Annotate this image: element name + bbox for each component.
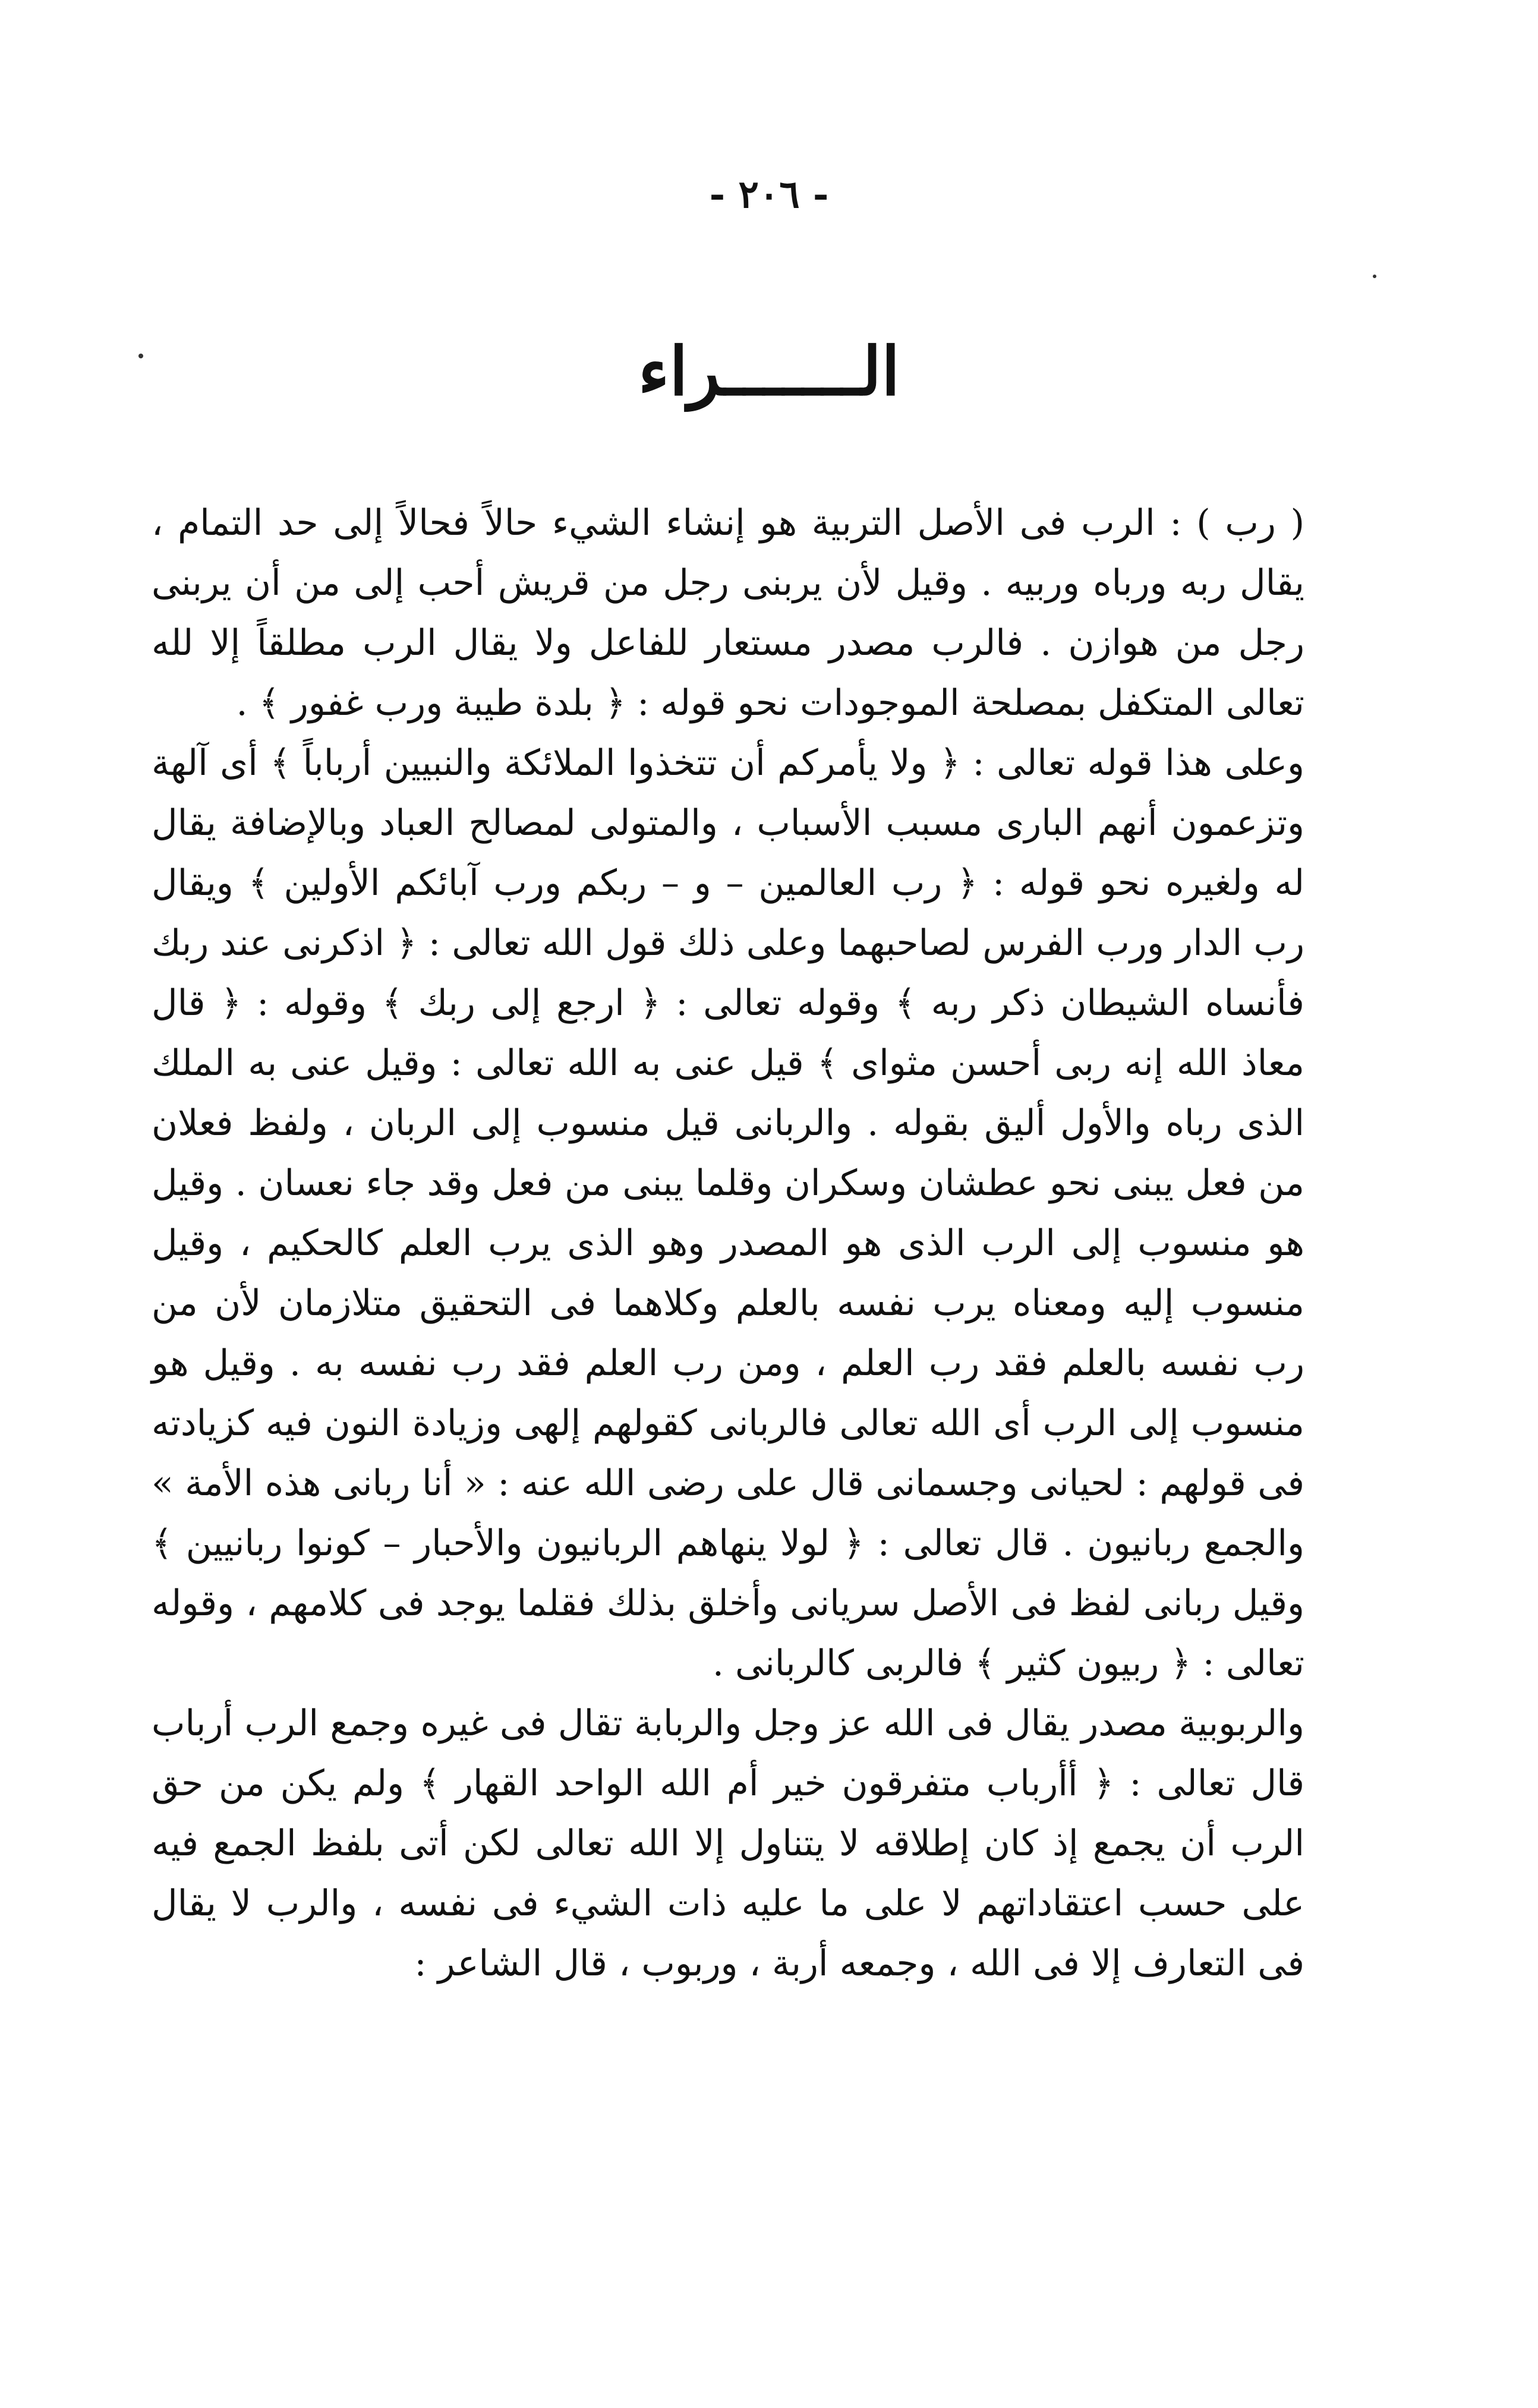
page-number: - ٢٠٦ - (709, 172, 829, 217)
stray-mark (138, 354, 143, 358)
stray-mark (1373, 275, 1376, 278)
body-text (152, 493, 1304, 1994)
paragraph: ( رب ) : الرب فى الأصل التربية هو إنشاء الشيء حالاً فحالاً إلى حد التمام ، يقال ربه ورباه وربيه . وقيل لأن يربنى رجل من قريش أحب إلى من أن يربنى رجل من هوازن . فالرب مصدر مستعار للفاعل ولا يقال الرب مطلقاً إلا لله تعالى المتكفل بمصلحة الموجودات نحو قوله : ﴿ بلدة طيبة ورب غفور ﴾ . (152, 502, 1304, 724)
chapter-title: الـــــــراء (638, 333, 900, 411)
paragraph: والربوبية مصدر يقال فى الله عز وجل والربابة تقال فى غيره وجمع الرب أرباب قال تعالى : ﴿ أأرباب متفرقون خير أم الله الواحد القهار ﴾ ولم يكن من حق الرب أن يجمع إذ كان إطلاقه لا يتناول إلا الله تعالى لكن أتى بلفظ الجمع فيه على حسب اعتقاداتهم لا على ما عليه ذات الشيء فى نفسه ، والرب لا يقال فى التعارف إلا فى الله ، وجمعه أربة ، وربوب ، قال الشاعر : (152, 1703, 1304, 1984)
paragraph: وعلى هذا قوله تعالى : ﴿ ولا يأمركم أن تتخذوا الملائكة والنبيين أرباباً ﴾ أى آلهة وتزعمون أنهم البارى مسبب الأسباب ، والمتولى لمصالح العباد وبالإضافة يقال له ولغيره نحو قوله : ﴿ رب العالمين – و – ربكم ورب آبائكم الأولين ﴾ ويقال رب الدار ورب الفرس لصاحبهما وعلى ذلك قول الله تعالى : ﴿ اذكرنى عند ربك فأنساه الشيطان ذكر ربه ﴾ وقوله تعالى : ﴿ ارجع إلى ربك ﴾ وقوله : ﴿ قال معاذ الله إنه ربى أحسن مثواى ﴾ قيل عنى به الله تعالى : وقيل عنى به الملك الذى رباه والأول أليق بقوله . والربانى قيل منسوب إلى الربان ، ولفظ فعلان من فعل يبنى نحو عطشان وسكران وقلما يبنى من فعل وقد جاء نعسان . وقيل هو منسوب إلى الرب الذى هو المصدر وهو الذى يرب العلم كالحكيم ، وقيل منسوب إليه ومعناه يرب نفسه بالعلم وكلاهما فى التحقيق متلازمان لأن من رب نفسه بالعلم فقد رب العلم ، ومن رب العلم فقد رب نفسه به . وقيل هو منسوب إلى الرب أى الله تعالى فالربانى كقولهم إلهى وزيادة النون فيه كزيادته فى قولهم : لحيانى وجسمانى قال على رضى الله عنه : « أنا ربانى هذه الأمة » والجمع ربانيون . قال تعالى : ﴿ لولا ينهاهم الربانيون والأحبار – كونوا ربانيين ﴾ وقيل ربانى لفظ فى الأصل سريانى وأخلق بذلك فقلما يوجد فى كلامهم ، وقوله تعالى : ﴿ ربيون كثير ﴾ فالربى كالربانى . (152, 742, 1304, 1684)
